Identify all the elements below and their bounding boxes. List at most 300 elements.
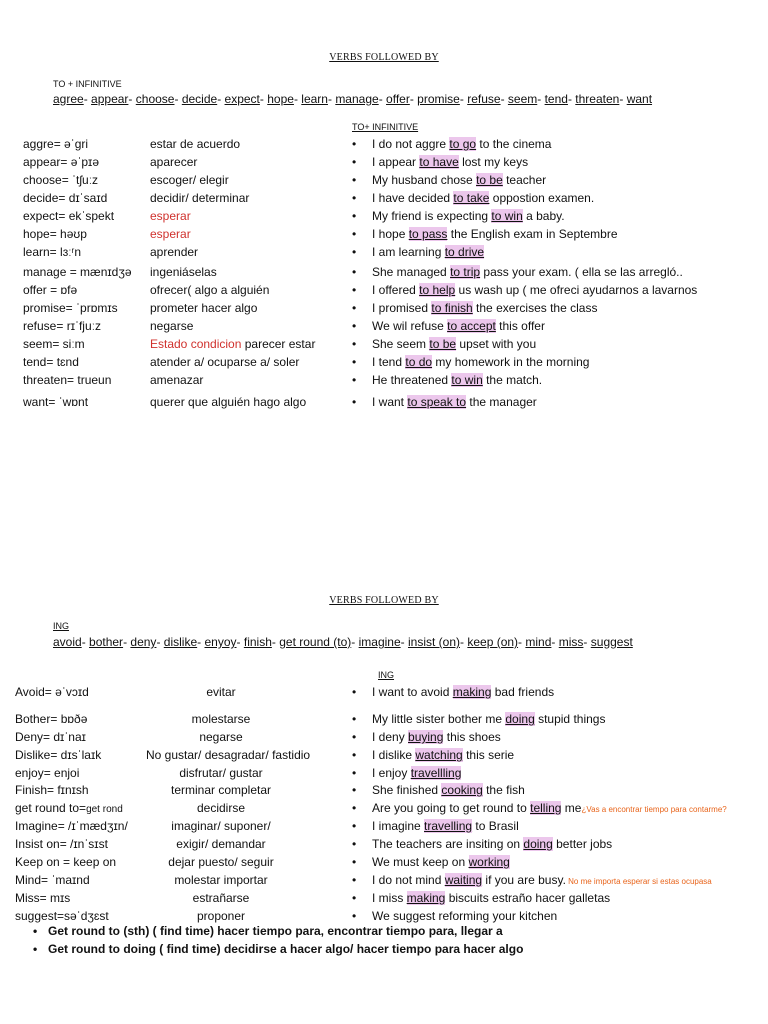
verb-pronunciation (15, 835, 108, 853)
highlighted-verb: to do (405, 355, 433, 369)
example-sentence (372, 299, 597, 317)
sentence-text: The teachers are insiting on (372, 837, 524, 851)
bullet: • (352, 191, 357, 205)
sentence-text: better jobs (552, 837, 613, 851)
highlighted-verb: cooking (441, 783, 483, 797)
separator: - (123, 635, 131, 649)
sentence-text: My husband chose (372, 173, 477, 187)
verb-text: Insist on= /ɪnˈsɪst (15, 837, 108, 851)
verb-item: hope (267, 92, 294, 106)
verb-pronunciation (15, 728, 86, 746)
example-sentence (372, 746, 514, 764)
highlighted-verb: to trip (450, 265, 481, 279)
highlighted-verb: to be (476, 173, 503, 187)
verb-pronunciation (23, 153, 99, 171)
bullet: • (352, 685, 357, 699)
translation (146, 710, 296, 728)
verb-text: appear= əˈpɪə (23, 155, 99, 169)
separator: - (351, 635, 359, 649)
sentence-text: upset with you (456, 337, 537, 351)
sentence-text: I enjoy (372, 766, 411, 780)
verb-text: aggre= əˈgri (23, 137, 89, 151)
translation (146, 853, 296, 871)
example-sentence (372, 281, 697, 299)
bullet: • (352, 891, 357, 905)
highlighted-verb: buying (408, 730, 444, 744)
highlighted-verb: watching (415, 748, 463, 762)
table-row (0, 371, 768, 389)
verb-text: want= ˈwɒnt (23, 395, 89, 409)
verb-text: suggest=səˈdʒɛst (15, 909, 109, 923)
verb-pronunciation (23, 207, 114, 225)
separator: - (518, 635, 526, 649)
sentence-text: He threatened (372, 373, 452, 387)
highlighted-verb: to take (453, 191, 490, 205)
bullet: • (352, 748, 357, 762)
example-sentence (372, 871, 712, 891)
translation (150, 393, 306, 411)
translation-text: terminar completar (170, 783, 272, 797)
separator: - (83, 92, 92, 106)
bullet: • (352, 301, 357, 315)
highlighted-verb: waiting (444, 873, 483, 887)
table-row (0, 207, 768, 225)
bullet: • (352, 783, 357, 797)
bullet: • (352, 730, 357, 744)
example-sentence (372, 153, 528, 171)
highlighted-verb: to pass (408, 227, 448, 241)
highlighted-verb: travelling (424, 819, 473, 833)
verb-pronunciation (15, 710, 87, 728)
bullet: • (352, 209, 357, 223)
sentence-text: oppostion examen. (489, 191, 595, 205)
verb-pronunciation (23, 335, 85, 353)
verb-text: get round to= (15, 801, 87, 815)
sentence-text: I dislike (372, 748, 416, 762)
verb-pronunciation (23, 263, 132, 281)
verb-item: choose (135, 92, 175, 106)
translation (150, 281, 269, 299)
separator: - (619, 92, 627, 106)
translation-text: esperar (150, 227, 191, 241)
verb-item: avoid (53, 635, 82, 649)
translation (150, 207, 191, 225)
separator: - (81, 635, 90, 649)
verb-pronunciation (15, 907, 109, 925)
sentence-text: stupid things (534, 712, 606, 726)
table-row (0, 817, 768, 835)
translation-text: parecer estar (241, 337, 316, 351)
verb-text: refuse= rɪˈfjuːz (23, 319, 101, 333)
bullet: • (352, 265, 357, 279)
translation (146, 764, 296, 782)
verb-pronunciation (15, 764, 79, 782)
bullet: • (352, 373, 357, 387)
section2-title: VERBS FOLLOWED BY (329, 595, 439, 606)
example-sentence (372, 189, 594, 207)
bullet: • (352, 873, 357, 887)
translation (150, 189, 249, 207)
translation-text: estar de acuerdo (150, 137, 241, 151)
example-sentence (372, 353, 589, 371)
verb-item: threaten (575, 92, 620, 106)
separator: - (460, 635, 468, 649)
verb-text: enjoy= enjoi (15, 766, 80, 780)
translation-text: dejar puesto/ seguir (168, 855, 274, 869)
highlighted-verb: to accept (447, 319, 496, 333)
separator: - (128, 92, 136, 106)
bullet: • (352, 337, 357, 351)
example-sentence (372, 853, 510, 871)
translation (150, 353, 299, 371)
verb-item: tend (544, 92, 568, 106)
table-row (0, 799, 768, 817)
verb-item: offer (386, 92, 410, 106)
bullet: • (352, 855, 357, 869)
verb-text: learn= lɜːʳn (23, 245, 82, 259)
bullet: • (352, 395, 357, 409)
translation (150, 225, 191, 243)
verb-pronunciation (23, 371, 111, 389)
translation (150, 243, 198, 261)
bullet: • (352, 837, 357, 851)
translation-text: proponer (196, 909, 246, 923)
highlighted-verb: to help (419, 283, 456, 297)
sentence-text: a baby. (522, 209, 565, 223)
translation-text: molestar importar (174, 873, 268, 887)
sentence-text: this serie (462, 748, 515, 762)
sentence-text: the English exam in Septembre (447, 227, 618, 241)
bullet: • (352, 355, 357, 369)
separator: - (409, 92, 418, 106)
translation (146, 889, 296, 907)
bullet: • (352, 137, 357, 151)
verb-text-small: get rond (86, 804, 123, 815)
bullet: • (352, 319, 357, 333)
table-row (0, 281, 768, 299)
verb-text: Bother= bɒðə (15, 712, 88, 726)
sentence-text: We must keep on (372, 855, 469, 869)
verb-pronunciation (23, 353, 79, 371)
sentence-text: She seem (372, 337, 430, 351)
table-row (0, 153, 768, 171)
example-sentence (372, 764, 461, 782)
sentence-text: the match. (482, 373, 543, 387)
highlighted-verb: to have (419, 155, 459, 169)
bullet: • (33, 942, 38, 956)
verb-pronunciation (23, 225, 87, 243)
example-sentence (372, 835, 612, 853)
verb-item: learn (301, 92, 328, 106)
translation-text: ofrecer( algo a alguién (150, 283, 270, 297)
sentence-text: I miss (372, 891, 407, 905)
sentence-text: I am learning (372, 245, 445, 259)
table-row (0, 171, 768, 189)
highlighted-verb: to speak to (407, 395, 467, 409)
example-sentence (372, 817, 519, 835)
sentence-text: me (561, 801, 582, 815)
verb-item: miss (558, 635, 584, 649)
verb-item: refuse (467, 92, 501, 106)
table-row (0, 225, 768, 243)
sentence-text: I promised (372, 301, 432, 315)
sentence-text: biscuits estraño hacer galletas (445, 891, 611, 905)
translation (150, 171, 229, 189)
verb-text: manage = mænɪdʒə (23, 265, 132, 279)
translation (146, 746, 311, 764)
sentence-text: the exercises the class (472, 301, 598, 315)
highlighted-verb: to go (449, 137, 477, 151)
translation-text: decidir/ determinar (150, 191, 250, 205)
table-row (0, 393, 768, 411)
example-sentence (372, 225, 618, 243)
highlighted-verb: making (452, 685, 492, 699)
verb-item: deny (130, 635, 157, 649)
verb-pronunciation (23, 243, 81, 261)
sentence-text: I appear (372, 155, 420, 169)
translation-text: prometer hacer algo (150, 301, 258, 315)
bullet: • (352, 227, 357, 241)
example-sentence (372, 799, 727, 819)
verb-item: promise (417, 92, 460, 106)
sentence-text: She managed (372, 265, 451, 279)
note-text: Get round to (sth) ( find time) hacer tiempo para, encontrar tiempo para, llegar a (48, 924, 503, 938)
verb-pronunciation (23, 189, 107, 207)
section1-tag: TO + INFINITIVE (53, 79, 122, 89)
verb-pronunciation (23, 299, 118, 317)
separator: - (500, 92, 508, 106)
note-2 (0, 942, 768, 960)
verb-pronunciation (23, 317, 101, 335)
verb-pronunciation (15, 871, 90, 889)
separator: - (567, 92, 576, 106)
table-row (0, 263, 768, 281)
verb-pronunciation (23, 171, 98, 189)
translation-text: disfrutar/ gustar (179, 766, 263, 780)
verb-text: Miss= mɪs (15, 891, 71, 905)
section1-title: VERBS FOLLOWED BY (329, 52, 439, 63)
translation-note: No me importa esperar si estas ocupasa (565, 877, 712, 886)
sentence-text: I offered (372, 283, 420, 297)
verb-item: suggest (590, 635, 633, 649)
sentence-text: lost my keys (458, 155, 529, 169)
sentence-text: this offer (495, 319, 545, 333)
translation-text: escoger/ elegir (150, 173, 229, 187)
verb-text: Imagine= /ɪˈmædʒɪn/ (15, 819, 128, 833)
translation-text: exigir/ demandar (176, 837, 266, 851)
bullet: • (352, 766, 357, 780)
example-sentence (372, 243, 484, 261)
sentence-text: I hope (372, 227, 409, 241)
translation (146, 871, 296, 889)
sentence-text: us wash up ( me ofreci ayudarnos a lavarnos (455, 283, 698, 297)
sentence-text: She finished (372, 783, 442, 797)
verb-text: hope= həʊp (23, 227, 87, 241)
note-1 (0, 924, 768, 942)
table-row (0, 871, 768, 889)
verb-item: decide (181, 92, 218, 106)
example-sentence (372, 135, 551, 153)
translation (146, 728, 296, 746)
example-sentence (372, 889, 610, 907)
sentence-text: We wil refuse (372, 319, 448, 333)
separator: - (236, 635, 244, 649)
table-row (0, 764, 768, 782)
verb-item: insist (on) (407, 635, 460, 649)
verb-text: expect= ekˈspekt (23, 209, 115, 223)
translation (150, 317, 193, 335)
verb-pronunciation (15, 781, 89, 799)
highlighted-verb: to finish (431, 301, 473, 315)
example-sentence (372, 371, 542, 389)
sentence-text: bad friends (491, 685, 555, 699)
example-sentence (372, 728, 501, 746)
translation (146, 817, 296, 835)
section2-col3-header: ING (378, 670, 395, 680)
verb-item: want (626, 92, 653, 106)
bullet: • (352, 712, 357, 726)
bullet: • (352, 245, 357, 259)
verb-item: imagine (358, 635, 401, 649)
example-sentence (372, 907, 557, 925)
table-row (0, 353, 768, 371)
verb-pronunciation (15, 853, 116, 871)
translation (146, 781, 296, 799)
verb-item: keep (on) (467, 635, 519, 649)
section1-verb-list (53, 92, 652, 106)
bullet: • (352, 155, 357, 169)
separator: - (156, 635, 164, 649)
section1-col3-header: TO+ INFINITIVE (352, 122, 419, 132)
table-row (0, 728, 768, 746)
verb-text: Deny= dɪˈnaɪ (15, 730, 86, 744)
bullet: • (352, 819, 357, 833)
translation-text: No gustar/ desagradar/ fastidio (146, 748, 311, 762)
highlighted-verb: to drive (444, 245, 485, 259)
verb-item: seem (507, 92, 538, 106)
sentence-text: the fish (482, 783, 525, 797)
translation-text: molestarse (191, 712, 251, 726)
separator: - (378, 92, 387, 106)
sentence-text: I want to avoid (372, 685, 453, 699)
sentence-text: My friend is expecting (372, 209, 492, 223)
translation-note: ¿Vas a encontrar tiempo para contarme? (581, 805, 727, 814)
translation-text: imaginar/ suponer/ (171, 819, 271, 833)
translation (146, 907, 296, 925)
verb-text: offer = ɒfə (23, 283, 78, 297)
translation-text: ingeniáselas (150, 265, 217, 279)
example-sentence (372, 207, 565, 225)
bullet: • (352, 173, 357, 187)
separator: - (259, 92, 268, 106)
translation-text: negarse (150, 319, 194, 333)
verb-item: bother (89, 635, 124, 649)
highlighted-verb: to win (451, 373, 483, 387)
example-sentence (372, 781, 525, 799)
table-row (0, 746, 768, 764)
translation (150, 299, 257, 317)
sentence-text: my homework in the morning (432, 355, 590, 369)
highlighted-verb: making (406, 891, 446, 905)
verb-item: get round (to) (279, 635, 352, 649)
table-row (0, 710, 768, 728)
section2-tag: ING (53, 621, 70, 631)
table-row (0, 299, 768, 317)
separator: - (271, 635, 280, 649)
example-sentence (372, 393, 537, 411)
verb-text: Keep on = keep on (15, 855, 117, 869)
verb-item: manage (335, 92, 379, 106)
translation-text: evitar (206, 685, 236, 699)
separator: - (537, 92, 545, 106)
table-row (0, 781, 768, 799)
separator: - (327, 92, 336, 106)
translation (150, 135, 240, 153)
sentence-text: if you are busy. (482, 873, 566, 887)
highlighted-verb: doing (505, 712, 535, 726)
highlighted-verb: to win (491, 209, 523, 223)
translation-text: aprender (150, 245, 199, 259)
verb-text: choose= ˈtʃuːz (23, 173, 99, 187)
example-sentence (372, 335, 536, 353)
verb-pronunciation (15, 683, 89, 701)
verb-item: dislike (163, 635, 198, 649)
verb-text: threaten= trueun (23, 373, 112, 387)
example-sentence (372, 317, 545, 335)
highlighted-verb: doing (523, 837, 553, 851)
bullet: • (33, 924, 38, 938)
translation-text: atender a/ ocuparse a/ soler (150, 355, 300, 369)
verb-item: agree (53, 92, 84, 106)
translation-text: negarse (199, 730, 243, 744)
verb-text: Mind= ˈmaɪnd (15, 873, 90, 887)
separator: - (197, 635, 205, 649)
translation (146, 835, 296, 853)
verb-text: promise= ˈprɒmɪs (23, 301, 118, 315)
separator: - (551, 635, 559, 649)
sentence-text: pass your exam. ( ella se las arregló.. (480, 265, 683, 279)
highlighted-verb: working (468, 855, 510, 869)
separator: - (293, 92, 302, 106)
example-sentence (372, 683, 554, 701)
verb-text: decide= dɪˈsaɪd (23, 191, 108, 205)
verb-pronunciation (23, 135, 88, 153)
bullet: • (352, 801, 357, 815)
separator: - (459, 92, 468, 106)
translation-text: estrañarse (192, 891, 250, 905)
table-row (0, 317, 768, 335)
translation-text: Estado condicion (150, 337, 242, 351)
translation (146, 799, 296, 817)
note-text: Get round to doing ( find time) decidirse a hacer algo/ hacer tiempo para hacer algo (48, 942, 524, 956)
table-row (0, 135, 768, 153)
translation-text: aparecer (150, 155, 198, 169)
translation (150, 335, 315, 353)
verb-item: mind (525, 635, 552, 649)
verb-item: appear (91, 92, 129, 106)
table-row (0, 335, 768, 353)
verb-item: expect (224, 92, 260, 106)
verb-item: enyoy (204, 635, 237, 649)
verb-pronunciation (15, 889, 70, 907)
sentence-text: We suggest reforming your kitchen (372, 909, 558, 923)
sentence-text: to Brasil (472, 819, 519, 833)
verb-item: finish (243, 635, 272, 649)
sentence-text: to the cinema (476, 137, 552, 151)
sentence-text: I do not mind (372, 873, 445, 887)
example-sentence (372, 171, 546, 189)
translation-text: esperar (150, 209, 191, 223)
